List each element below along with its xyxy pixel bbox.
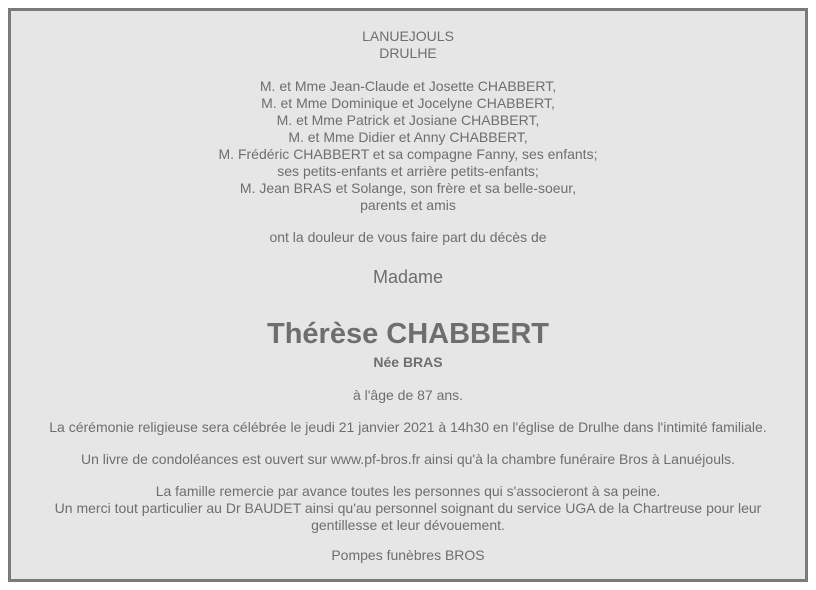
family-line: M. et Mme Patrick et Josiane CHABBERT,	[276, 112, 540, 128]
header-places	[11, 28, 805, 62]
condolences-text: Un livre de condoléances est ouvert sur www.pf-bros.fr ainsi qu'à la chambre funéraire Bros à Lanuéjouls.	[80, 451, 735, 467]
thanks-line: Un merci tout particulier au Dr BAUDET ainsi qu'au personnel soignant du service UGA de la Chartreuse pour leur	[54, 500, 762, 516]
family-line: ses petits-enfants et arrière petits-enfants;	[277, 163, 539, 179]
place-line: LANUEJOULS	[362, 28, 454, 44]
ceremony-text: La cérémonie religieuse sera célébrée le jeudi 21 janvier 2021 à 14h30 en l'église de Drulhe dans l'intimité familiale.	[49, 419, 767, 435]
place-line: DRULHE	[379, 45, 437, 61]
family-line: M. et Mme Jean-Claude et Josette CHABBERT,	[259, 78, 557, 94]
deceased-title: Madame	[372, 267, 444, 287]
thanks-text	[11, 483, 805, 534]
family-line: M. Jean BRAS et Solange, son frère et sa belle-soeur,	[239, 180, 577, 196]
funeral-home: Pompes funèbres BROS	[331, 547, 485, 563]
maiden-name: Née BRAS	[373, 354, 443, 370]
obituary-notice	[8, 8, 808, 582]
deceased-name: Thérèse CHABBERT	[267, 318, 549, 350]
family-line: M. et Mme Dominique et Jocelyne CHABBERT,	[261, 95, 555, 111]
announcement-text: ont la douleur de vous faire part du décès de	[269, 229, 547, 245]
family-line: parents et amis	[360, 197, 456, 213]
family-list	[11, 78, 805, 214]
age-text: à l'âge de 87 ans.	[352, 387, 464, 403]
family-line: M. Frédéric CHABBERT et sa compagne Fanny, ses enfants;	[218, 146, 598, 162]
thanks-line: gentillesse et leur dévouement.	[311, 517, 505, 533]
family-line: M. et Mme Didier et Anny CHABBERT,	[288, 129, 528, 145]
thanks-line: La famille remercie par avance toutes les personnes qui s'associeront à sa peine.	[155, 483, 661, 499]
